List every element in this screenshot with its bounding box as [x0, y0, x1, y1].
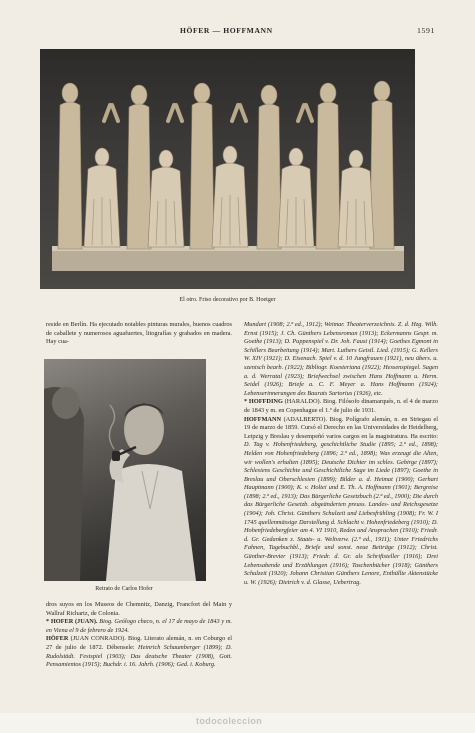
- entry-works: D. Tag v. Hohenfriedeberg, geschichtliche Studie (1895; 2.ª ed., 1898); Helden von Hohenfriedeberg (1896; 2.ª ed., 1898); Was erzeugt die Alten, wir wollen's erhalten (1895); Deutsche Dichter im schles. Gebirge (1897); Schlesiens Geschichte und Geschichtliche Sage im Liede (1897); Goethe in Breslau und Oberschlesien (1899); Bilder a. d. Heimat (1900); Gerhart Hauptmann (1900); K. v. Holtei und E. Th. A. Hoffmann (1901); Bergreise (1898; 2.ª ed., 1913); Das Bürgerliche Gesetzbuch (2.ª ed., 1900); Die durch das Bürgerliche Gesetzb. abgeänderten preuss. Landes- und Reichsgesetze (1904); Joh. Christ. Günthers Schulzeit und Liebesfrühling (1908); Fr. W. I 1745 quellenmässige Darstellung d. Schlacht v. Hohenfriedeberg (1910); D. Hohenfriedebergfeier am 4. VI 1910, Reden und Ansprachen (1910); Friedr. d. Gr. Gedanken z. Staats- u. Weltverw. (2.ª ed., 1911); Unter Friedrichs Fahnen, Tagebuchbl., Briefe und sonst. neue Beiträge (1912); Christ. Günther-Brevier (1913); Friedr. d. Gr. als Schriftsteller (1916); Drei Lebensabende und Erzählungen (1916); Taschenbücher (1918); Günthers Schulzeit (1920); Johann Christian Günthers Lenore, Enthüllte Aktenstücke u. W. (1926); Dietrich v. d. Glasse, Uebertrag.: [244, 441, 438, 586]
- entry-name: (JUAN CONRADO).: [70, 635, 126, 643]
- left-column-top: [46, 321, 232, 347]
- paragraph: dros suyos en los Museos de Chemnitz, Danzig, Francfort del Main y Wallraf Richartz, de Colonia.: [46, 601, 232, 617]
- entry-heading: * HOFER (JUAN).: [46, 618, 98, 626]
- entry-heading: HÖFER: [46, 635, 69, 643]
- header-title: HÖFER — HOFFMANN: [180, 26, 273, 35]
- left-column-bottom: [46, 601, 232, 670]
- entry-hoffmann: [244, 416, 438, 588]
- works-continuation: Mundart (1908; 2.ª ed., 1912); Weimar. Theaterverzeichnis. Z. d. Hzg. Wilh. Ernst (1915); J. Ch. Günthers Lebensroman (1913); Eckermanns Gespr. m. Goethe (1913); D. Puppenspiel v. Dr. Joh. Faust (1914); Goethes Egmont in Schillers Bearbeitung (1914); Mart. Luthers Geistl. Lied. (1915); G. Kellers W. XIV (1921); D. Eisenach. Spiel v. d. 10 Jungfrauen (1921), neu übers. u. szenisch bearb. (1922); Bibliogr. Koesteriana (1922); Hessenspiegel. Sagen a. d. Werratal (1923); Briefwechsel zwischen Hans Hoffmann u. Herm. Seidel (1926); Briefe a. C. F. Meyer a. Hans Hoffmann (1924); Lebenserinnerungen des Baurats Sartorius (1926), etc.: [244, 321, 438, 397]
- portrait-illustration: [44, 359, 206, 581]
- page-number: 1591: [417, 26, 435, 35]
- entry-works: Heinrich Schaumberger (1899); D. Rudolstädt. Festspiel (1903); Das deutsche Theater (1908), Gott. Pensamientos (1915); Buchdr. i. 16. Jahrh. (1906); Ged. i. Koburg.: [46, 643, 232, 669]
- entry-text: Biog. Geólogo checo, n. el 17 de mayo de 1843 y m. en Viena el 9 de febrero de 1924.: [46, 618, 233, 634]
- portrait-photo: [44, 359, 206, 581]
- entry-text: Biog. Filósofo dinamarqués, n. el 4 de marzo de 1843 y m. en Copenhague el 1.º de julio de 1931.: [244, 398, 439, 414]
- frieze-caption: El otro. Friso decorativo por B. Hoetger: [179, 297, 276, 303]
- right-column: [244, 321, 438, 587]
- entry-hofer-conrado: [46, 635, 232, 669]
- frieze-sculpture-illustration: [40, 49, 415, 289]
- entry-hoffding: [244, 398, 438, 415]
- watermark: todocoleccion: [196, 716, 263, 726]
- entry-name: (HARALDO).: [284, 398, 322, 406]
- paragraph: reside en Berlín. Ha ejecutado notables pinturas murales, buenos cuadros de caballete y numerosos aguafuertes, litografías y grabados en madera. Hay cua-: [46, 321, 232, 346]
- frieze-photo: [40, 49, 415, 289]
- entry-heading: * HOFFDING: [244, 398, 283, 406]
- entry-heading: HOFFMANN: [244, 415, 282, 423]
- entry-text: Biog. Literato alemán, n. en Coburgo el 27 de julio de 1872. Débensele:: [46, 635, 232, 651]
- portrait-caption: Retrato de Carlos Hofer: [95, 586, 153, 592]
- entry-text: Biog. Polígrafo alemán, n. en Striegau el 19 de marzo de 1859. Cursó el Derecho en las Universidades de Heidelberg, Leipzig y Breslau y desempeñó varios cargos en la magistratura. Ha escrito:: [244, 415, 439, 440]
- running-header: [40, 26, 435, 38]
- entry-name: (ADALBERTO).: [283, 415, 328, 423]
- entry-hofer-juan: [46, 618, 232, 635]
